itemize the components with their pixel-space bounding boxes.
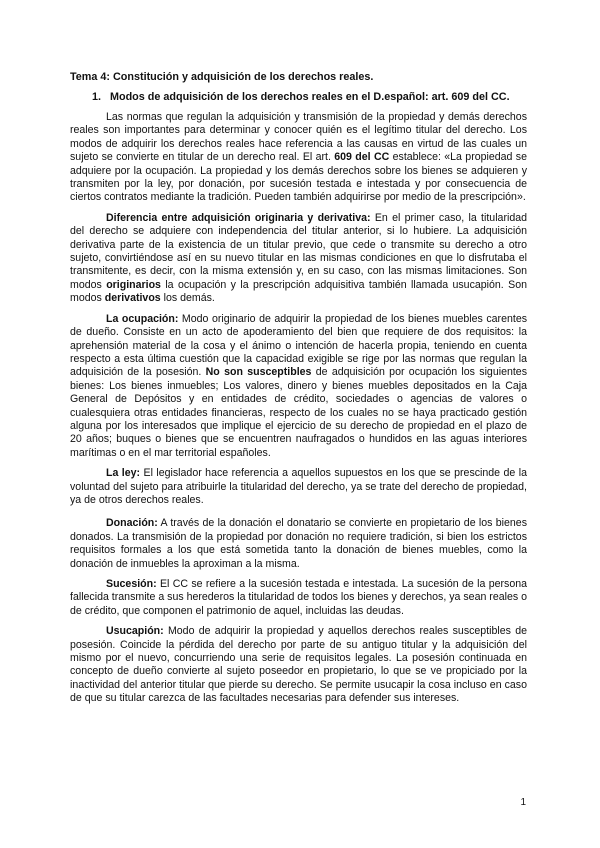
paragraph-text: El legislador hace referencia a aquellos supuestos en los que se prescinde de la voluntad del sujeto para atribuirle la titularidad del derecho, ya se trate del derecho de propiedad, ya de otros derechos reales. bbox=[70, 467, 528, 506]
section-heading bbox=[92, 90, 527, 104]
document-page bbox=[70, 70, 527, 713]
paragraph-donacion bbox=[70, 517, 527, 571]
page-number: 1 bbox=[520, 797, 526, 808]
paragraph-difference bbox=[70, 212, 527, 306]
paragraph-text: En el primer caso, la titularidad del derecho se adquiere con independencia del titular anterior, si lo hubiere. La adquisición derivativa parte de la existencia de un titular previo, que cede o transmite su derecho a otro sujeto, convirtiéndose así en su nuevo titular en las mismas condiciones en que lo disfrutaba el transmitente, es decir, con la misma extensión y, en su caso, con las mismas limitaciones. Son modos bbox=[70, 211, 527, 291]
paragraph-text: Las normas que regulan la adquisición y transmisión de la propiedad y demás derechos reales son importantes para determinar y conocer quién es el legítimo titular del derecho. Los modos de adquirir los derechos reales hace referencia a las causas en virtud de las cuales un sujeto se convierte en titular de un derecho real. El art. bbox=[70, 111, 527, 164]
emphasis-no-susceptibles: No son susceptibles bbox=[205, 366, 312, 379]
emphasis-originarios: originarios bbox=[106, 278, 161, 291]
paragraph-text: establece: «La propiedad se adquiere por la ocupación. La propiedad y los demás derechos sobre los bienes se adquieren y transmiten por la ley, por donación, por sucesión testada e intestada y por consecuencia de ciertos contratos mediante la tradición. Pueden también adquirirse por medio de la prescripción». bbox=[70, 151, 527, 204]
emphasis-derivativos: derivativos bbox=[104, 292, 161, 305]
paragraph-text: Modo originario de adquirir la propiedad de los bienes muebles carentes de dueño. Consiste en un acto de apoderamiento del bien que requiere de dos requisitos: la aprehensión material de la cosa y el ánimo o intención de hacerla propia, teniendo en cuenta respecto a esta última cuestión que la capacidad exigible se rige por las normas que regulan la adquisición de la posesión. bbox=[70, 312, 528, 379]
paragraph-text: A través de la donación el donatario se convierte en propietario de los bienes donados. La transmisión de la propiedad por donación no requiere tradición, si bien los estrictos requisitos formales a los que está sometida tanto la donación de bienes muebles, como la donación de inmuebles la aproximan a la misma. bbox=[70, 517, 527, 570]
paragraph-lead: Diferencia entre adquisición originaria y derivativa: bbox=[106, 211, 371, 224]
article-reference: 609 del CC bbox=[334, 151, 390, 164]
paragraph-text: de adquisición por ocupación los siguientes bienes: Los bienes inmuebles; Los valores, dinero y bienes muebles depositados en la Caja General de Depósitos y en entidades de crédito, sociedades o agencias de valores o cualesquiera otras entidades financieras, respecto de los cuales no se haya practicado gestión alguna por los interesados que implique el ejercicio de su derecho de propiedad en el plazo de 20 años; buques o bienes que se encuentren naufragados o hundidos en las aguas interiores marítimas o en el mar territorial españoles. bbox=[70, 366, 527, 459]
paragraph-usucapion bbox=[70, 625, 527, 705]
paragraph-lead: Sucesión: bbox=[106, 578, 157, 590]
paragraph-intro bbox=[70, 111, 527, 205]
paragraph-ocupacion bbox=[70, 313, 527, 460]
paragraph-lead: La ocupación: bbox=[106, 312, 179, 325]
paragraph-lead: Donación: bbox=[106, 517, 158, 530]
paragraph-ley bbox=[70, 467, 527, 507]
paragraph-lead: Usucapión: bbox=[106, 625, 164, 638]
paragraph-sucesion bbox=[70, 578, 527, 618]
document-title: Tema 4: Constitución y adquisición de los derechos reales. bbox=[70, 71, 374, 83]
paragraph-lead: La ley: bbox=[106, 467, 141, 480]
section-heading-text: Modos de adquisición de los derechos reales en el D.español: art. 609 del CC. bbox=[110, 91, 510, 103]
paragraph-text: Modo de adquirir la propiedad y aquellos derechos reales susceptibles de posesión. Coincide la pérdida del derecho por parte de su antiguo titular y la adquisición del mismo por el nuevo, concurriendo una serie de requisitos legales. La posesión continuada en concepto de dueño convierte al sujeto poseedor en propietario, lo que se ve propiciado por la inactividad del anterior titular que pierde su derecho. Se permite usucapir la cosa incluso en caso de que su titular carezca de las facultades necesarias para defender sus intereses. bbox=[70, 625, 527, 705]
paragraph-text: la ocupación y la prescripción adquisitiva también llamada usucapión. Son modos bbox=[70, 278, 527, 305]
section-number: 1. bbox=[92, 91, 102, 103]
paragraph-text: El CC se refiere a la sucesión testada e intestada. La sucesión de la persona fallecida transmite a sus herederos la titularidad de todos los bienes y derechos, ya sean reales o de crédito, que componen el patrimonio de aquel, incluidas las deudas. bbox=[70, 578, 527, 617]
paragraph-text: los demás. bbox=[160, 292, 215, 305]
